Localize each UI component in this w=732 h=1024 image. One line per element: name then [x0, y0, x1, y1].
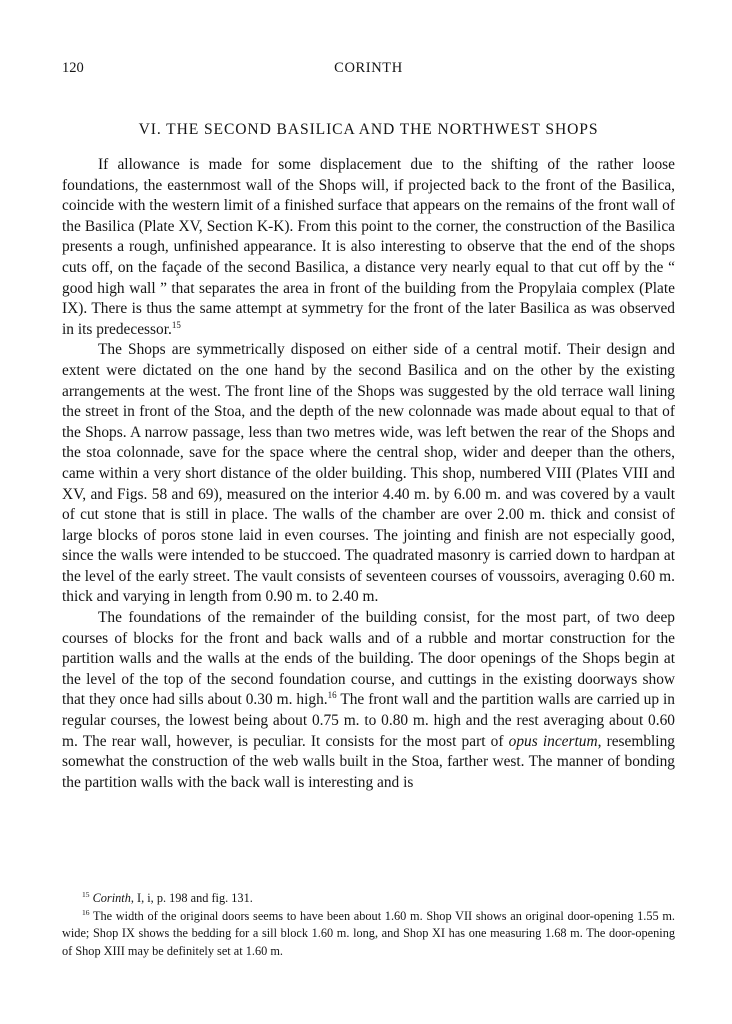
- footnote-ref[interactable]: 15: [171, 319, 181, 330]
- body-text: [62, 155, 675, 793]
- footnote-italic: Corinth: [92, 891, 131, 905]
- page-number: 120: [62, 60, 84, 76]
- footnote-marker: 16: [82, 907, 90, 917]
- running-head: [62, 60, 675, 84]
- section-heading: VI. THE SECOND BASILICA AND THE NORTHWEST SHOPS: [138, 121, 599, 138]
- italic-term: opus incertum: [508, 732, 598, 750]
- footnote: [62, 890, 675, 908]
- paragraph-text: , resembling somewhat the construction of the web walls built in the Stoa, farther west. The manner of bonding the partition walls with the back wall is interesting and is: [62, 732, 675, 791]
- footnotes: [62, 890, 675, 960]
- footnote-text: , I, i, p. 198 and fig. 131.: [130, 891, 253, 905]
- paragraph: [62, 340, 675, 608]
- footnote-text: The width of the original doors seems to have been about 1.60 m. Shop VII shows an original door-opening 1.55 m. wide; Shop IX shows the bedding for a sill block 1.60 m. long, and Shop XI has one measuring 1.68 m. The door-opening of Shop XIII may be definitely set at 1.60 m.: [62, 908, 675, 958]
- paragraph-text: The Shops are symmetrically disposed on either side of a central motif. Their design and extent were dictated on the one hand by the second Basilica and on the other by the existing arrangements at the west. The front line of the Shops was suggested by the old terrace wall lining the street in front of the Stoa, and the depth of the new colonnade was made about equal to that of the Shops. A narrow passage, less than two metres wide, was left betwen the rear of the Shops and the stoa colonnade, save for the space where the central shop, wider and deeper than the others, came within a very short distance of the older building. This shop, numbered VIII (Plates VIII and XV, and Figs. 58 and 69), measured on the interior 4.40 m. by 6.00 m. and was covered by a vault of cut stone that is still in place. The walls of the chamber are over 2.00 m. thick and consist of large blocks of poros stone laid in even courses. The jointing and finish are not especially good, since the walls were intended to be stuccoed. The quadrated masonry is carried down to hardpan at the level of the early street. The vault consists of seventeen courses of voussoirs, averaging 0.60 m. thick and varying in length from 0.90 m. to 2.40 m.: [62, 341, 675, 606]
- paragraph: [62, 608, 675, 793]
- footnote: [62, 908, 675, 961]
- paragraph-text: If allowance is made for some displacement due to the shifting of the rather loose foundations, the easternmost wall of the Shops will, if projected back to the front of the Basilica, coincide with the western limit of a finished surface that appears on the remains of the front wall of the Basilica (Plate XV, Section K-K). From this point to the corner, the construction of the Basilica presents a rough, unfinished appearance. It is also interesting to observe that the end of the shops cuts off, on the façade of the second Basilica, a distance very nearly equal to that cut off by the “ good high wall ” that separates the area in front of the building from the Propylaia complex (Plate IX). There is thus the same attempt at symmetry for the front of the later Basilica as was observed in its predecessor.: [62, 156, 675, 338]
- footnote-ref[interactable]: 16: [327, 690, 337, 701]
- paragraph-text: The foundations of the remainder of the building consist, for the most part, of two deep courses of blocks for the front and back walls and of a rubble and mortar construction for the partition walls and the walls at the ends of the building. The door openings of the Shops begin at the level of the top of the second foundation course, and cuttings in the existing doorways show that they once had sills about 0.30 m. high.: [62, 609, 675, 709]
- running-title: CORINTH: [334, 60, 403, 76]
- paragraph-text: The front wall and the partition walls are carried up in regular courses, the lowest being about 0.75 m. to 0.80 m. high and the rest averaging about 0.60 m. The rear wall, however, is peculiar. It consists for the most part of: [62, 691, 675, 750]
- paragraph: [62, 155, 675, 340]
- footnote-marker: 15: [82, 890, 90, 899]
